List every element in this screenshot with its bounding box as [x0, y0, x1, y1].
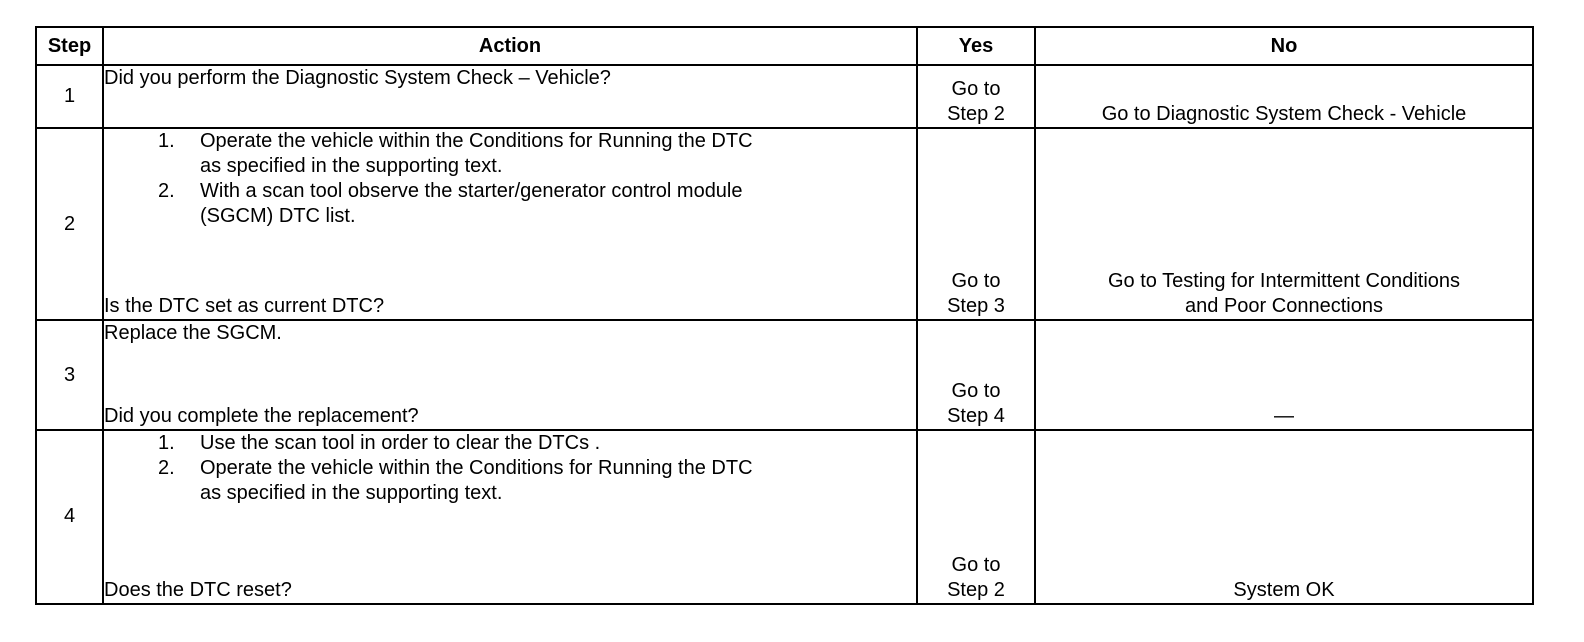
- no-line: System OK: [1233, 579, 1335, 601]
- no-cell: [1035, 65, 1533, 128]
- list-item-text: (SGCM) DTC list.: [200, 205, 356, 228]
- header-step: Step: [36, 27, 103, 65]
- list-item: [104, 431, 916, 456]
- yes-line: Step 2: [947, 103, 1005, 126]
- no-line: and Poor Connections: [1185, 295, 1383, 318]
- list-item-text: Operate the vehicle within the Conditions for Running the DTC: [200, 130, 753, 153]
- list-item: [104, 456, 916, 506]
- yes-line: Go to: [951, 270, 1001, 293]
- table-row: [36, 320, 1533, 430]
- list-item-text: as specified in the supporting text.: [200, 155, 503, 178]
- header-action: Action: [103, 27, 917, 65]
- yes-line: Go to: [951, 554, 1001, 576]
- step-number: 4: [36, 430, 103, 604]
- no-cell: [1035, 320, 1533, 430]
- action-steps-list: [104, 431, 916, 506]
- action-cell: [103, 430, 917, 604]
- yes-cell: [917, 430, 1035, 604]
- action-cell: [103, 128, 917, 320]
- action-cell: [103, 65, 917, 128]
- yes-cell: [917, 65, 1035, 128]
- yes-line: Go to: [951, 78, 1001, 101]
- yes-cell: [917, 320, 1035, 430]
- step-number: 2: [36, 128, 103, 320]
- header-yes: Yes: [917, 27, 1035, 65]
- yes-cell: [917, 128, 1035, 320]
- list-item-text: as specified in the supporting text.: [200, 481, 503, 504]
- list-item-number: 2.: [158, 180, 175, 203]
- yes-line: Go to: [951, 379, 1001, 402]
- no-line: Go to Diagnostic System Check - Vehicle: [1101, 103, 1467, 126]
- no-cell: [1035, 128, 1533, 320]
- list-item-number: 1.: [158, 130, 175, 153]
- list-item-text: Operate the vehicle within the Conditions for Running the DTC: [200, 456, 753, 479]
- yes-line: Step 2: [947, 579, 1005, 601]
- list-item-number: 2.: [158, 456, 175, 479]
- action-instruction: Replace the SGCM.: [104, 322, 282, 345]
- list-item: [104, 179, 916, 229]
- list-item-text: With a scan tool observe the starter/generator control module: [200, 180, 743, 203]
- action-cell: [103, 320, 917, 430]
- no-cell: [1035, 430, 1533, 604]
- table-row: [36, 128, 1533, 320]
- header-row: [36, 27, 1533, 65]
- action-question: Does the DTC reset?: [104, 579, 292, 601]
- action-steps-list: [104, 129, 916, 229]
- table-row: [36, 430, 1533, 604]
- action-question: Did you perform the Diagnostic System Check – Vehicle?: [104, 67, 611, 89]
- yes-line: Step 3: [947, 295, 1005, 318]
- diagnostic-table: [35, 26, 1534, 605]
- header-no: No: [1035, 27, 1533, 65]
- action-question: Is the DTC set as current DTC?: [104, 295, 385, 318]
- no-line: —: [1274, 404, 1294, 427]
- step-number: 1: [36, 65, 103, 128]
- yes-line: Step 4: [947, 404, 1005, 427]
- list-item: [104, 129, 916, 179]
- list-item-number: 1.: [158, 431, 175, 454]
- no-line: Go to Testing for Intermittent Conditions: [1107, 270, 1461, 293]
- action-question: Did you complete the replacement?: [104, 404, 419, 427]
- table-row: [36, 65, 1533, 128]
- list-item-text: Use the scan tool in order to clear the DTCs .: [200, 431, 601, 454]
- step-number: 3: [36, 320, 103, 430]
